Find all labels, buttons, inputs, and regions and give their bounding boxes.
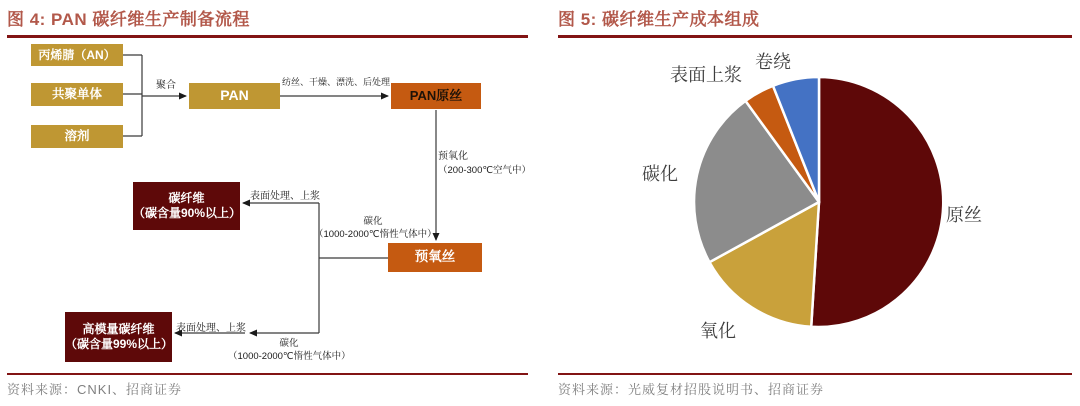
box-comonomer-label: 共聚单体 (51, 86, 102, 101)
box-carbon-fiber (133, 182, 240, 230)
box-high-modulus-fiber (65, 312, 172, 362)
carbonization-bottom-line1: 碳化 (279, 338, 299, 349)
label-surface-treatment-top: 表面处理、上浆 (250, 191, 320, 202)
label-polymerization: 聚合 (156, 80, 176, 91)
pie-label-carbonization: 碳化 (642, 164, 678, 184)
figure5-source: 资料来源：光威复材招股说明书、招商证券 (558, 382, 825, 397)
pie-label-precursor: 原丝 (946, 205, 982, 225)
box-high-modulus-label (65, 322, 172, 352)
high-modulus-line2: （碳含量99%以上） (65, 337, 174, 351)
box-acrylonitrile-label: 丙烯腈（AN） (38, 47, 116, 62)
box-comonomer (31, 83, 123, 106)
pie-label-surface-sizing: 表面上浆 (670, 65, 742, 85)
figure4-title: 图 4: PAN 碳纤维生产制备流程 (7, 5, 528, 38)
box-solvent-label: 溶剂 (64, 128, 90, 143)
box-acrylonitrile (31, 44, 123, 66)
box-pan-precursor-label: PAN原丝 (409, 87, 463, 103)
box-pan-label: PAN (220, 87, 249, 104)
box-pan-precursor (391, 83, 481, 109)
figure5-panel (540, 0, 1080, 406)
carbonization-top-line2: （1000-2000℃惰性气体中） (314, 228, 437, 240)
box-pre-oxidized-fiber (388, 243, 482, 272)
high-modulus-line1: 高模量碳纤维 (82, 322, 155, 336)
pre-oxidation-line1: 预氧化 (438, 151, 468, 162)
carbonization-bottom-line2: （1000-2000℃惰性气体中） (228, 350, 351, 362)
pie-label-winding: 卷绕 (755, 52, 791, 72)
carbon-fiber-line2: （碳含量90%以上） (133, 206, 242, 220)
box-pan (189, 83, 280, 109)
label-spinning-process: 纺丝、干燥、漂洗、后处理 (281, 77, 390, 87)
label-surface-treatment-bottom: 表面处理、上浆 (176, 323, 246, 334)
carbonization-top-line1: 碳化 (363, 216, 383, 227)
label-carbonization-bottom (228, 338, 350, 364)
box-carbon-fiber-label (133, 191, 240, 221)
cost-pie-chart (540, 0, 1080, 406)
figure5-title: 图 5: 碳纤维生产成本组成 (558, 5, 1072, 38)
pre-oxidation-line2: （200-300℃空气中） (438, 165, 532, 176)
label-pre-oxidation (438, 150, 531, 178)
label-carbonization-top (314, 216, 437, 242)
figure5-footer (558, 373, 1072, 398)
box-pre-oxidized-label: 预氧丝 (414, 249, 456, 265)
pie-label-oxidation: 氧化 (700, 321, 736, 341)
figure4-source: 资料来源：CNKI、招商证券 (7, 382, 183, 397)
pie-slice-0 (811, 77, 943, 327)
box-solvent (31, 125, 123, 148)
figure4-footer (7, 373, 528, 398)
carbon-fiber-line1: 碳纤维 (168, 191, 205, 205)
